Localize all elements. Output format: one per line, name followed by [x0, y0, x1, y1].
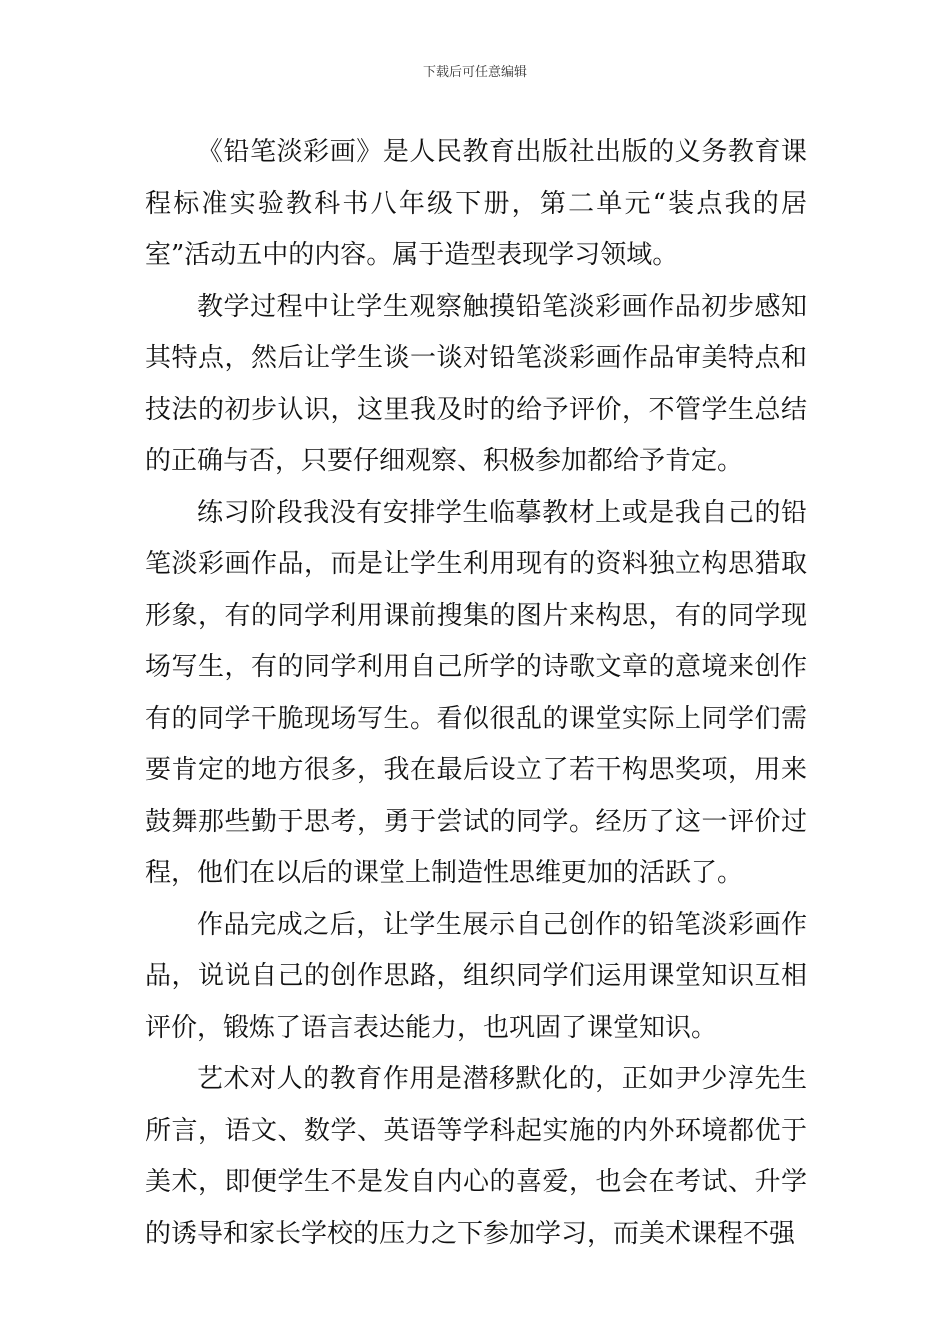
paragraph: 《铅笔淡彩画》是人民教育出版社出版的义务教育课程标准实验教科书八年级下册，第二单元“装点我的居室”活动五中的内容。属于造型表现学习领域。 [145, 137, 807, 270]
document-body [145, 127, 807, 1260]
paragraph: 教学过程中让学生观察触摸铅笔淡彩画作品初步感知其特点，然后让学生谈一谈对铅笔淡彩画作品审美特点和技法的初步认识，这里我及时的给予评价，不管学生总结的正确与否，只要仔细观察、积极参加都给予肯定。 [145, 291, 807, 476]
paragraph: 练习阶段我没有安排学生临摹教材上或是我自己的铅笔淡彩画作品，而是让学生利用现有的资料独立构思猎取形象，有的同学利用课前搜集的图片来构思，有的同学现场写生，有的同学利用自己所学的诗歌文章的意境来创作有的同学干脆现场写生。看似很乱的课堂实际上同学们需要肯定的地方很多，我在最后设立了若干构思奖项，用来鼓舞那些勤于思考，勇于尝试的同学。经历了这一评价过程，他们在以后的课堂上制造性思维更加的活跃了。 [145, 497, 807, 888]
page-header: 下载后可任意编辑 [422, 65, 527, 80]
paragraph: 艺术对人的教育作用是潜移默化的，正如尹少淳先生所言，语文、数学、英语等学科起实施的内外环境都优于美术，即便学生不是发自内心的喜爱，也会在考试、升学的诱导和家长学校的压力之下参加学习，而美术课程不强 [145, 1064, 807, 1249]
paragraph: 作品完成之后，让学生展示自己创作的铅笔淡彩画作品，说说自己的创作思路，组织同学们运用课堂知识互相评价，锻炼了语言表达能力，也巩固了课堂知识。 [145, 909, 807, 1043]
